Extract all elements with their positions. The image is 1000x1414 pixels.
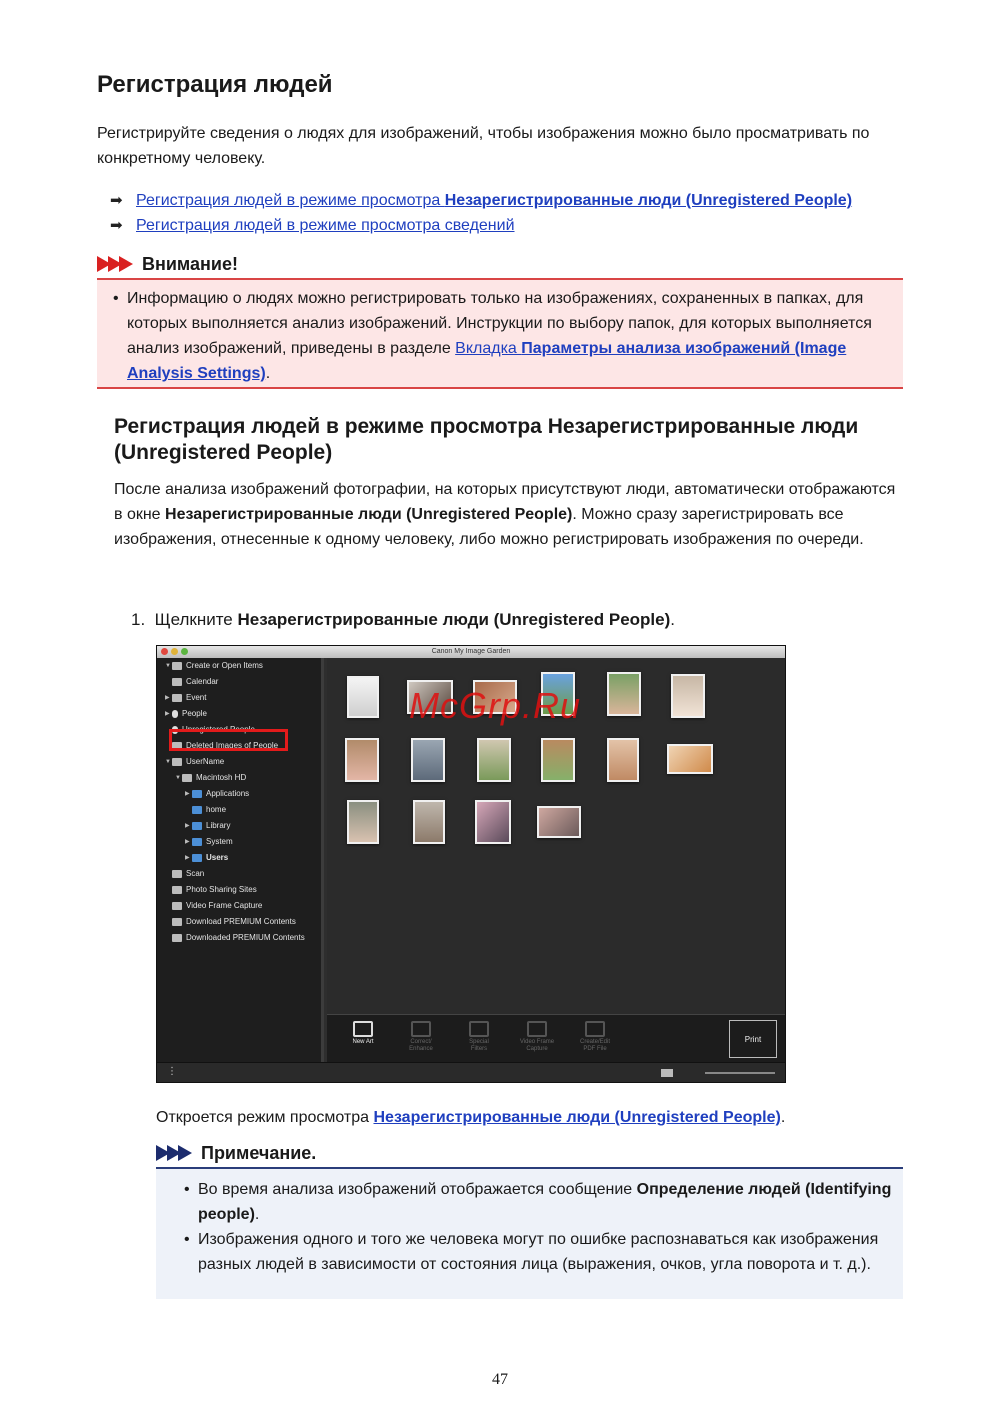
sidebar-item-username[interactable]: ▼ UserName xyxy=(165,755,224,769)
sidebar-item-label: home xyxy=(206,805,227,814)
minimize-window-icon[interactable] xyxy=(171,648,178,655)
sidebar-item-download-premium[interactable] xyxy=(165,915,296,929)
special-filters-button[interactable] xyxy=(457,1021,501,1053)
thumbnail[interactable] xyxy=(345,738,379,782)
thumbnail[interactable] xyxy=(477,738,511,782)
new-art-button[interactable] xyxy=(341,1021,385,1046)
sidebar-item-scan[interactable] xyxy=(165,867,204,881)
thumbnail[interactable] xyxy=(475,800,511,844)
view-toggle-icon[interactable] xyxy=(661,1069,673,1077)
bottom-toolbar xyxy=(327,1014,785,1062)
event-icon xyxy=(172,694,182,702)
attention-title: Внимание! xyxy=(142,253,238,274)
people-icon xyxy=(172,710,178,718)
sidebar-item-label: Deleted Images of People xyxy=(186,741,279,750)
note-chevron-icon xyxy=(178,1145,192,1161)
tool-label: Create/Edit xyxy=(579,1039,610,1045)
note-text-after: . xyxy=(254,1206,260,1223)
link-bold: Незарегистрированные люди (Unregistered People) xyxy=(444,192,853,209)
section-text-after: . Можно сразу зарегистрировать все изображения, отнесенные к одному человеку, либо можно регистрировать изображения по очереди. xyxy=(114,506,864,548)
attention-bullet xyxy=(113,286,891,386)
create-items-icon xyxy=(172,662,182,670)
status-bar xyxy=(157,1062,785,1082)
sidebar-item-users[interactable]: ▶ Users xyxy=(185,851,228,865)
sidebar-item-label: Create or Open Items xyxy=(186,661,263,670)
link-row-details xyxy=(110,213,852,238)
note-box xyxy=(156,1167,903,1299)
sidebar-item-macintosh-hd[interactable]: ▼ Macintosh HD xyxy=(175,771,246,785)
sidebar-item-label: Macintosh HD xyxy=(196,773,247,782)
link-list xyxy=(110,188,852,238)
note-text-bold: Определение людей (Identifying people) xyxy=(198,1181,892,1223)
step-text-before: Щелкните xyxy=(154,610,238,629)
pdf-icon xyxy=(585,1021,605,1037)
folder-icon xyxy=(192,854,202,862)
tool-label: Video Frame xyxy=(519,1039,555,1045)
section-text-before: После анализа изображений фотографии, на которых присутствуют люди, автоматически отображаются в окне xyxy=(114,481,896,523)
thumbnail[interactable] xyxy=(607,738,639,782)
result-text xyxy=(156,1105,785,1130)
tool-label: Correct/ xyxy=(410,1039,432,1045)
note-title: Примечание. xyxy=(201,1142,317,1163)
window-controls xyxy=(161,648,188,655)
sidebar-item-people[interactable]: ▶ People xyxy=(165,707,207,721)
note-bullet-1-text xyxy=(198,1177,893,1227)
link-bold: Незарегистрированные люди (Unregistered People) xyxy=(373,1109,781,1126)
sidebar-item-label: System xyxy=(206,837,233,846)
sidebar-item-event[interactable]: ▶ Event xyxy=(165,691,206,705)
thumbnail[interactable] xyxy=(411,738,445,782)
step-1 xyxy=(131,607,675,632)
sidebar-item-label: Video Frame Capture xyxy=(186,901,263,910)
attention-text-after: . xyxy=(265,365,271,382)
correct-enhance-button[interactable] xyxy=(399,1021,443,1053)
note-bullet-1 xyxy=(184,1177,893,1227)
video-frame-capture-button[interactable] xyxy=(515,1021,559,1053)
video-frame-capture-icon xyxy=(527,1021,547,1037)
bullet-dot: • xyxy=(113,290,119,307)
section-paragraph xyxy=(114,477,904,552)
sidebar-item-label: Applications xyxy=(206,789,250,798)
attention-box xyxy=(97,278,903,389)
step-text-after: . xyxy=(670,610,676,629)
thumbnail[interactable] xyxy=(537,806,581,838)
bullet-dot: • xyxy=(184,1231,190,1248)
sidebar-item-label: Users xyxy=(206,853,229,862)
sidebar-item-library[interactable]: ▶ Library xyxy=(185,819,230,833)
app-screenshot xyxy=(156,645,786,1083)
sidebar-item-create-items[interactable]: ▼ Create or Open Items xyxy=(165,659,263,673)
thumbnail[interactable] xyxy=(347,800,379,844)
page-title: Регистрация людей xyxy=(97,71,333,98)
sidebar-item-label: People xyxy=(182,709,207,718)
sidebar-item-applications[interactable]: ▶ Applications xyxy=(185,787,249,801)
bullet-dot: • xyxy=(184,1181,190,1198)
link-unregistered-people[interactable] xyxy=(373,1109,780,1126)
menu-dots-icon[interactable]: ⋮ xyxy=(167,1066,177,1077)
result-text-after: . xyxy=(780,1109,786,1126)
note-bullet-2 xyxy=(184,1227,893,1277)
video-frame-icon xyxy=(172,902,182,910)
sidebar-item-label: Library xyxy=(206,821,231,830)
tool-label: PDF File xyxy=(583,1046,607,1052)
step-text-bold: Незарегистрированные люди (Unregistered People) xyxy=(237,610,671,629)
sidebar-item-label: Download PREMIUM Contents xyxy=(186,917,296,926)
photo-sharing-icon xyxy=(172,886,182,894)
folder-icon xyxy=(192,806,202,814)
link-details-view[interactable] xyxy=(136,213,515,238)
thumbnail[interactable] xyxy=(607,672,641,716)
result-text-before: Откроется режим просмотра xyxy=(156,1109,374,1126)
sidebar-item-label: Scan xyxy=(186,869,205,878)
correct-enhance-icon xyxy=(411,1021,431,1037)
thumbnail[interactable] xyxy=(347,676,379,718)
section-text-bold: Незарегистрированные люди (Unregistered People) xyxy=(165,506,573,523)
section-heading: Регистрация людей в режиме просмотра Незарегистрированные люди (Unregistered People) xyxy=(114,415,859,464)
sidebar-item-home[interactable] xyxy=(185,803,226,817)
thumbnail[interactable] xyxy=(413,800,445,844)
folder-icon xyxy=(192,790,202,798)
thumbnail[interactable] xyxy=(541,738,575,782)
sidebar-item-video-frame[interactable] xyxy=(165,899,262,913)
sidebar-item-downloaded-premium[interactable] xyxy=(165,931,305,945)
user-icon xyxy=(172,758,182,766)
intro-text: Регистрируйте сведения о людях для изображений, чтобы изображения можно было просматривать по конкретному человеку. xyxy=(97,125,870,167)
folder-icon xyxy=(172,934,182,942)
thumbnail[interactable] xyxy=(671,674,705,718)
sidebar-item-label: Downloaded PREMIUM Contents xyxy=(186,933,305,942)
page-number: 47 xyxy=(492,1371,508,1388)
tool-label: Capture xyxy=(526,1046,548,1052)
sidebar-item-label: Photo Sharing Sites xyxy=(186,885,257,894)
sidebar-item-label: Event xyxy=(186,693,207,702)
zoom-slider[interactable] xyxy=(705,1072,775,1074)
folder-icon xyxy=(192,822,202,830)
download-icon xyxy=(172,918,182,926)
watermark: McGrp.Ru xyxy=(409,685,582,726)
arrow-right-icon: ➡ xyxy=(110,192,123,209)
thumbnail[interactable] xyxy=(667,744,713,774)
close-window-icon[interactable] xyxy=(161,648,168,655)
attention-text-before: Информацию о людях можно регистрировать только на изображениях, сохраненных в папках, для которых выполняется анализ изображений. Инструкции по выбору папок, для которых выполняется анализ изображений, приведены в разделе xyxy=(127,290,872,357)
special-filters-icon xyxy=(469,1021,489,1037)
arrow-right-icon: ➡ xyxy=(110,217,123,234)
folder-icon xyxy=(192,838,202,846)
attention-heading xyxy=(97,251,238,277)
sidebar-item-label: UserName xyxy=(186,757,225,766)
new-art-icon xyxy=(353,1021,373,1037)
note-heading xyxy=(156,1140,316,1166)
tool-label: Special xyxy=(469,1039,489,1045)
link-bold: Параметры анализа изображений (Image Analysis Settings) xyxy=(127,340,847,382)
tool-label: Filters xyxy=(470,1046,488,1052)
print-button[interactable]: Print xyxy=(729,1020,777,1058)
sidebar-item-system[interactable]: ▶ System xyxy=(185,835,233,849)
window-title: Canon My Image Garden xyxy=(431,648,511,655)
highlight-box xyxy=(169,729,288,751)
calendar-icon xyxy=(172,678,182,686)
link-unregistered-view[interactable] xyxy=(136,188,852,213)
note-bullet-2-text: Изображения одного и того же человека могут по ошибке распознаваться как изображения разных людей в зависимости от состояния лица (выражения, очков, угла поворота и т. д.). xyxy=(198,1231,879,1273)
link-plain: Вкладка xyxy=(455,340,522,357)
tool-label: New Art xyxy=(352,1039,374,1045)
sidebar-item-photo-sharing[interactable] xyxy=(165,883,257,897)
sidebar-item-label: Calendar xyxy=(186,677,219,686)
scan-icon xyxy=(172,870,182,878)
attention-chevron-icon xyxy=(119,256,133,272)
sidebar-item-calendar[interactable] xyxy=(165,675,218,689)
link-row-unregistered xyxy=(110,188,852,213)
sidebar-item-label: Unregistered People xyxy=(182,725,255,734)
sidebar xyxy=(157,658,324,1062)
link-prefix: Регистрация людей в режиме просмотра сведений xyxy=(136,217,515,234)
create-edit-pdf-button[interactable] xyxy=(573,1021,617,1053)
window-titlebar xyxy=(157,646,785,658)
note-text-before: Во время анализа изображений отображается сообщение xyxy=(198,1181,637,1198)
zoom-window-icon[interactable] xyxy=(181,648,188,655)
tool-label: Enhance xyxy=(409,1046,433,1052)
attention-text xyxy=(127,286,891,386)
step-number: 1. xyxy=(131,610,146,629)
drive-icon xyxy=(182,774,192,782)
link-prefix: Регистрация людей в режиме просмотра xyxy=(136,192,445,209)
